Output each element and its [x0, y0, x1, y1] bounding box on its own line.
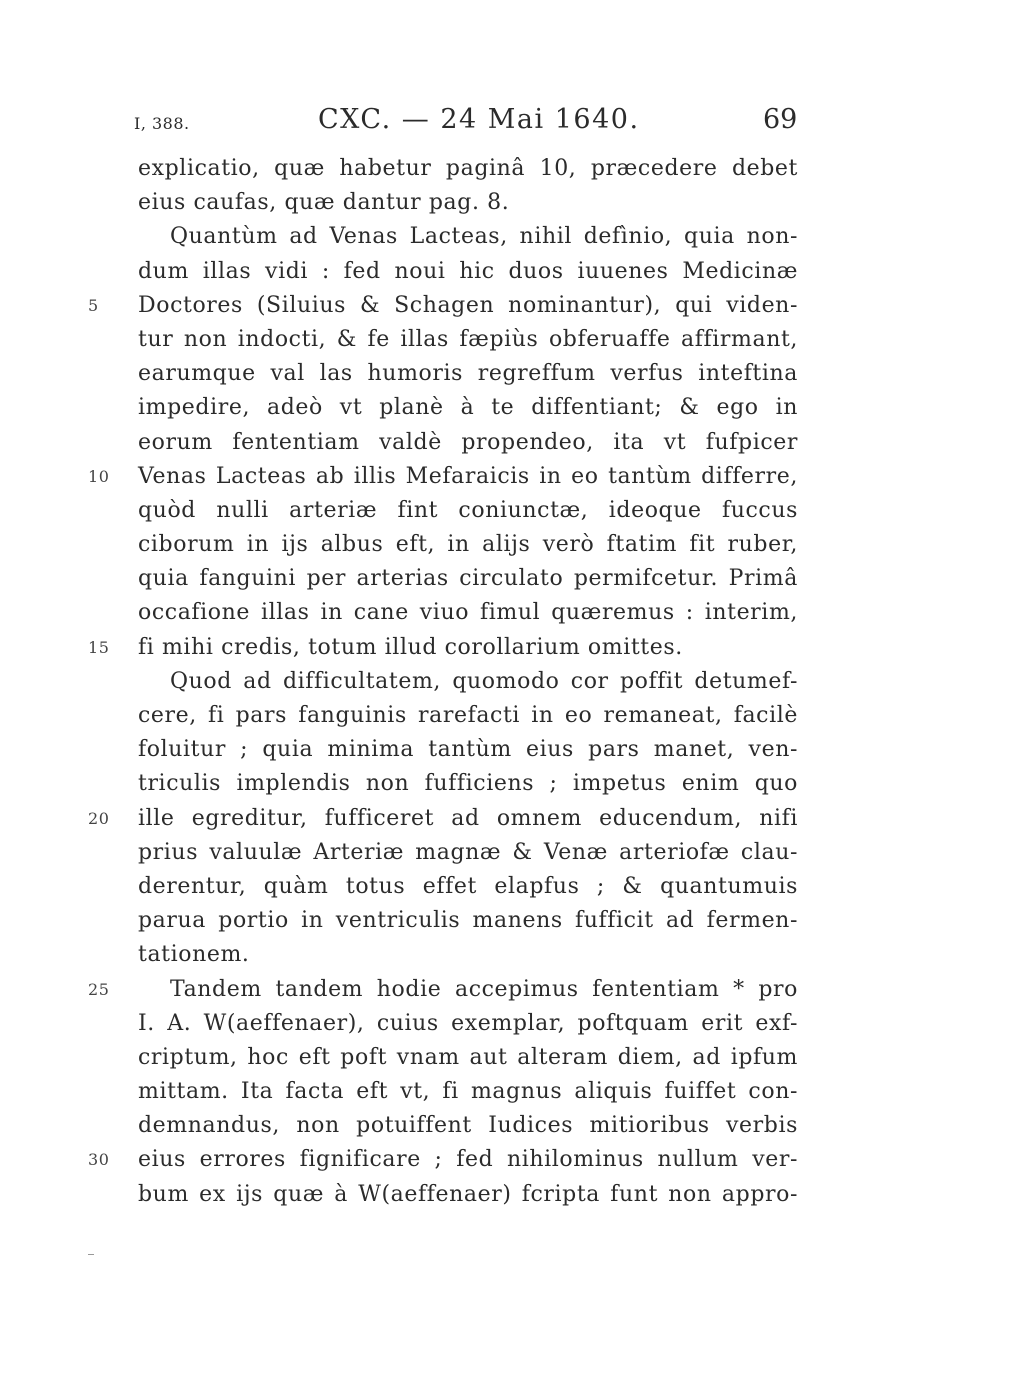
line-text: triculis implendis non fufficiens ; impetus enim quo: [138, 771, 798, 797]
line-number: 5: [88, 295, 99, 315]
line-text: tationem.: [138, 942, 250, 968]
line-text: ciborum in ijs albus eft, in alijs verò ftatim fit ruber,: [138, 532, 798, 558]
text-line: [0, 1007, 1024, 1041]
text-line: [0, 596, 1024, 630]
text-line: [0, 665, 1024, 699]
line-text: eius errores fignificare ; fed nihilominus nullum ver-: [138, 1147, 798, 1173]
text-line: [0, 631, 1024, 665]
line-text: dum illas vidi : fed noui hic duos iuuenes Medicinæ: [138, 258, 798, 284]
line-text: tur non indocti, & fe illas fæpiùs obferuaffe affirmant,: [138, 326, 798, 352]
text-line: [0, 973, 1024, 1007]
text-line: [0, 1178, 1024, 1212]
line-text: demnandus, non potuiffent Iudices mitioribus verbis: [138, 1113, 798, 1139]
line-text: criptum, hoc eft poft vnam aut alteram diem, ad ipfum: [138, 1044, 798, 1070]
line-number: 20: [88, 808, 110, 828]
line-text: prius valuulæ Arteriæ magnæ & Venæ arteriofæ clau-: [138, 839, 798, 865]
page-number: 69: [763, 104, 798, 135]
text-line: [0, 289, 1024, 323]
line-text: derentur, quàm totus effet elapfus ; & quantumuis: [138, 873, 798, 899]
text-line: [0, 357, 1024, 391]
line-text: quòd nulli arteriæ fint coniunctæ, ideoque fuccus: [138, 497, 798, 523]
line-text: Venas Lacteas ab illis Mefaraicis in eo tantùm differre,: [138, 463, 798, 489]
text-line: [0, 904, 1024, 938]
line-text: eorum fententiam valdè propendeo, ita vt fufpicer: [138, 429, 798, 455]
text-line: [0, 767, 1024, 801]
line-text: Quod ad difficultatem, quomodo cor poffit detumef-: [170, 668, 798, 694]
line-text: impedire, adeò vt planè à te diffentiant; & ego in: [138, 395, 798, 421]
text-line: [0, 528, 1024, 562]
text-line: [0, 186, 1024, 220]
line-text: earumque val las humoris regreffum verfus inteftina: [138, 361, 798, 387]
text-line: [0, 562, 1024, 596]
line-text: parua portio in ventriculis manens fufficit ad fermen-: [138, 908, 798, 934]
text-line: [0, 1109, 1024, 1143]
line-number: 30: [88, 1150, 110, 1170]
line-text: quia fanguini per arterias circulato permifcetur. Primâ: [138, 566, 798, 592]
text-line: [0, 1075, 1024, 1109]
line-number: 25: [88, 979, 110, 999]
line-text: Quantùm ad Venas Lacteas, nihil defìnio, quia non-: [170, 224, 798, 250]
text-line: [0, 426, 1024, 460]
line-text: bum ex ijs quæ à W(aeffenaer) fcripta funt non appro-: [138, 1181, 798, 1207]
text-line: [0, 220, 1024, 254]
text-line: [0, 870, 1024, 904]
line-text: Doctores (Siluius & Schagen nominantur), qui viden-: [138, 292, 798, 318]
text-line: [0, 836, 1024, 870]
line-text: ille egreditur, fufficeret ad omnem educendum, nifi: [138, 805, 798, 831]
text-line: [0, 460, 1024, 494]
text-line: [0, 938, 1024, 972]
letter-heading: CXC. — 24 Mai 1640.: [318, 104, 640, 135]
text-line: [0, 323, 1024, 357]
line-text: cere, fi pars fanguinis rarefacti in eo remaneat, facilè: [138, 703, 798, 728]
text-line: [0, 494, 1024, 528]
line-text: occafione illas in cane viuo fimul quæremus : interim,: [138, 600, 798, 626]
line-text: fi mihi credis, totum illud corollarium omittes.: [138, 634, 683, 660]
text-line: [0, 1143, 1024, 1177]
line-text: I. A. W(aeffenaer), cuius exemplar, poftquam erit exf-: [138, 1010, 798, 1036]
line-text: foluitur ; quia minima tantùm eius pars manet, ven-: [138, 737, 798, 763]
text-line: [0, 391, 1024, 425]
text-line: [0, 255, 1024, 289]
line-text: Tandem tandem hodie accepimus fententiam * pro: [170, 976, 798, 1002]
text-line: [0, 1041, 1024, 1075]
line-number: 15: [88, 637, 110, 657]
text-line: [0, 152, 1024, 186]
line-text: mittam. Ita facta eft vt, fi magnus aliquis fuiffet con-: [138, 1079, 798, 1105]
line-text: eius caufas, quæ dantur pag. 8.: [138, 190, 510, 216]
text-line: [0, 699, 1024, 733]
margin-mark: [88, 1254, 94, 1255]
volume-reference: I, 388.: [134, 114, 190, 133]
text-line: [0, 802, 1024, 836]
running-header: [0, 104, 1024, 144]
line-text: explicatio, quæ habetur paginâ 10, præcedere debet: [138, 156, 798, 181]
line-number: 10: [88, 466, 110, 486]
text-line: [0, 733, 1024, 767]
body-text: [0, 152, 1024, 1212]
